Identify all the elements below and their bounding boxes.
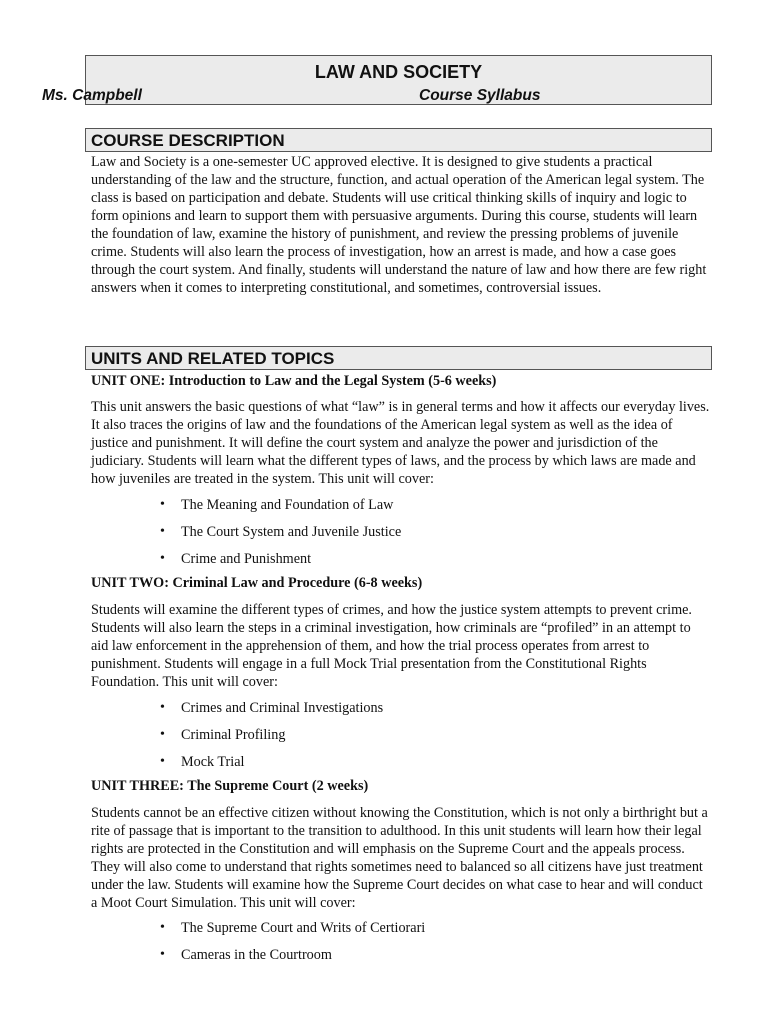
course-description-heading: COURSE DESCRIPTION — [85, 128, 712, 152]
title-box — [85, 55, 712, 105]
list-item: • Mock Trial — [160, 753, 383, 780]
course-description-text: Law and Society is a one-semester UC approved elective. It is designed to give students a practical understanding of the law and the structure, function, and actual operation of the American legal system. The class is based on participation and debate. Students will use critical thinking skills of inquiry and logic to form opinions and learn to support them with persuasive arguments. During this course, students will learn the foundation of law, examine the history of punishment, and review the pressing problems of juvenile crime. Students will also learn the process of investigation, how an arrest is made, and how a case goes through the court system. And finally, students will understand the nature of law and how there are few right answers when it comes to interpreting constitutional, and sometimes, controversial issues. — [91, 154, 707, 296]
unit-three-text: Students cannot be an effective citizen without knowing the Constitution, which is not only a birthright but a rite of passage that is important to the transition to adulthood. In this unit students will learn how their legal rights are protected in the Constitution and will emphasis on the Supreme Court and the appeals process. They will also come to understand that rights sometimes need to balanced so all citizens have just treatment under the law. Students will examine how the Supreme Court decides on what case to hear and will conduct a Moot Court Simulation. This unit will cover: — [91, 805, 708, 911]
unit-three-topics — [160, 919, 425, 973]
list-item: • Cameras in the Courtroom — [160, 946, 425, 973]
unit-two-title: UNIT TWO: Criminal Law and Procedure (6-8 weeks) — [91, 575, 423, 591]
unit-two-topics — [160, 699, 383, 780]
unit-one-topics — [160, 496, 401, 577]
list-item: • The Meaning and Foundation of Law — [160, 496, 401, 523]
list-item: • The Supreme Court and Writs of Certiorari — [160, 919, 425, 946]
teacher-name: Ms. Campbell — [42, 87, 142, 104]
unit-one-title: UNIT ONE: Introduction to Law and the Legal System (5-6 weeks) — [91, 373, 497, 389]
list-item: • Crime and Punishment — [160, 550, 401, 577]
unit-three-title: UNIT THREE: The Supreme Court (2 weeks) — [91, 778, 369, 794]
list-item: • The Court System and Juvenile Justice — [160, 523, 401, 550]
list-item: • Crimes and Criminal Investigations — [160, 699, 383, 726]
unit-one-text: This unit answers the basic questions of what “law” is in general terms and how it affects our everyday lives. It also traces the origins of law and the foundations of the American legal system as well as the idea of justice and punishment. It will define the court system and analyze the power and jurisdiction of the judiciary. Students will learn what the different types of laws, and the process by which laws are made and how juveniles are treated in the system. This unit will cover: — [91, 399, 710, 487]
units-heading: UNITS AND RELATED TOPICS — [85, 346, 712, 370]
unit-two-text: Students will examine the different types of crimes, and how the justice system attempts to prevent crime. Students will also learn the steps in a criminal investigation, how criminals are “profiled” in an attempt to aid law enforcement in the apprehension of them, and how the trial process operates from arrest to punishment. Students will engage in a full Mock Trial presentation from the Constitutional Rights Foundation. This unit will cover: — [91, 602, 692, 690]
list-item: • Criminal Profiling — [160, 726, 383, 753]
document-subtitle: Course Syllabus — [419, 87, 541, 104]
document-title: LAW AND SOCIETY — [314, 62, 483, 82]
